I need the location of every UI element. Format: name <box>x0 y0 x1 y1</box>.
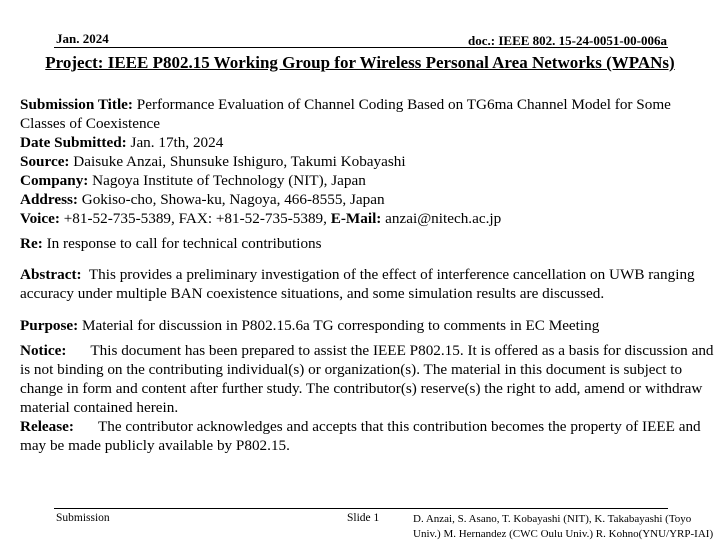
notice-label: Notice: <box>20 342 67 359</box>
date-submitted-value: Jan. 17th, 2024 <box>130 134 224 151</box>
re-line <box>20 234 718 253</box>
company-value: Nagoya Institute of Technology (NIT), Japan <box>92 172 366 189</box>
company-label: Company: <box>20 172 89 189</box>
footer-divider <box>54 508 668 509</box>
footer-slide-number: Slide 1 <box>347 512 380 524</box>
release-value: The contributor acknowledges and accepts that this contribution becomes the property of IEEE and may be made publicly available by P802.15. <box>20 418 701 454</box>
submission-title-value: Performance Evaluation of Channel Coding Based on TG6ma Channel Model for Some Classes of Coexistence <box>20 96 671 132</box>
source-value: Daisuke Anzai, Shunsuke Ishiguro, Takumi Kobayashi <box>73 153 406 170</box>
notice-value: This document has been prepared to assist the IEEE P802.15. It is offered as a basis for discussion and is not binding on the contributing individual(s) or organization(s). The material in this document is subject to change in form and content after further study. The contributor(s) reserve(s) the right to add, amend or withdraw material contained herein. <box>20 342 714 416</box>
purpose-block <box>20 316 718 335</box>
address-line <box>20 190 718 209</box>
address-value: Gokiso-cho, Showa-ku, Nagoya, 466-8555, Japan <box>81 191 385 208</box>
header-doc-id: doc.: IEEE 802. 15-24-0051-00-006a <box>468 33 667 48</box>
header-date: Jan. 2024 <box>56 31 109 46</box>
header-divider <box>54 47 668 48</box>
submission-details <box>20 95 718 228</box>
abstract-block <box>20 265 718 303</box>
abstract-label: Abstract: <box>20 266 82 283</box>
re-value: In response to call for technical contributions <box>46 235 322 252</box>
release-paragraph <box>20 417 718 455</box>
address-label: Address: <box>20 191 78 208</box>
submission-title-label: Submission Title: <box>20 96 133 113</box>
abstract-value: This provides a preliminary investigation of the effect of interference cancellation on UWB ranging accuracy under multiple BAN coexistence situations, and some simulation results are discussed. <box>20 266 695 302</box>
source-line <box>20 152 718 171</box>
footer-authors: D. Anzai, S. Asano, T. Kobayashi (NIT), K. Takabayashi (Toyo Univ.) M. Hernandez (CWC Oulu Univ.) R. Kohno(YNU/YRP-IAI) <box>413 513 714 540</box>
email-value: anzai@nitech.ac.jp <box>385 210 502 227</box>
voice-label: Voice: <box>20 210 60 227</box>
submission-title-line <box>20 95 718 133</box>
release-label: Release: <box>20 418 74 435</box>
source-label: Source: <box>20 153 70 170</box>
company-line <box>20 171 718 190</box>
notice-release-block <box>20 341 718 455</box>
project-title: Project: IEEE P802.15 Working Group for Wireless Personal Area Networks (WPANs) <box>45 53 675 72</box>
notice-paragraph <box>20 341 718 417</box>
voice-value: +81-52-735-5389, FAX: +81-52-735-5389, <box>63 210 327 227</box>
email-label: E-Mail: <box>330 210 382 227</box>
voice-line <box>20 209 718 228</box>
date-submitted-line <box>20 133 718 152</box>
footer-submission: Submission <box>56 512 110 524</box>
purpose-value: Material for discussion in P802.15.6a TG corresponding to comments in EC Meeting <box>82 317 600 334</box>
date-submitted-label: Date Submitted: <box>20 134 127 151</box>
re-label: Re: <box>20 235 43 252</box>
purpose-label: Purpose: <box>20 317 79 334</box>
